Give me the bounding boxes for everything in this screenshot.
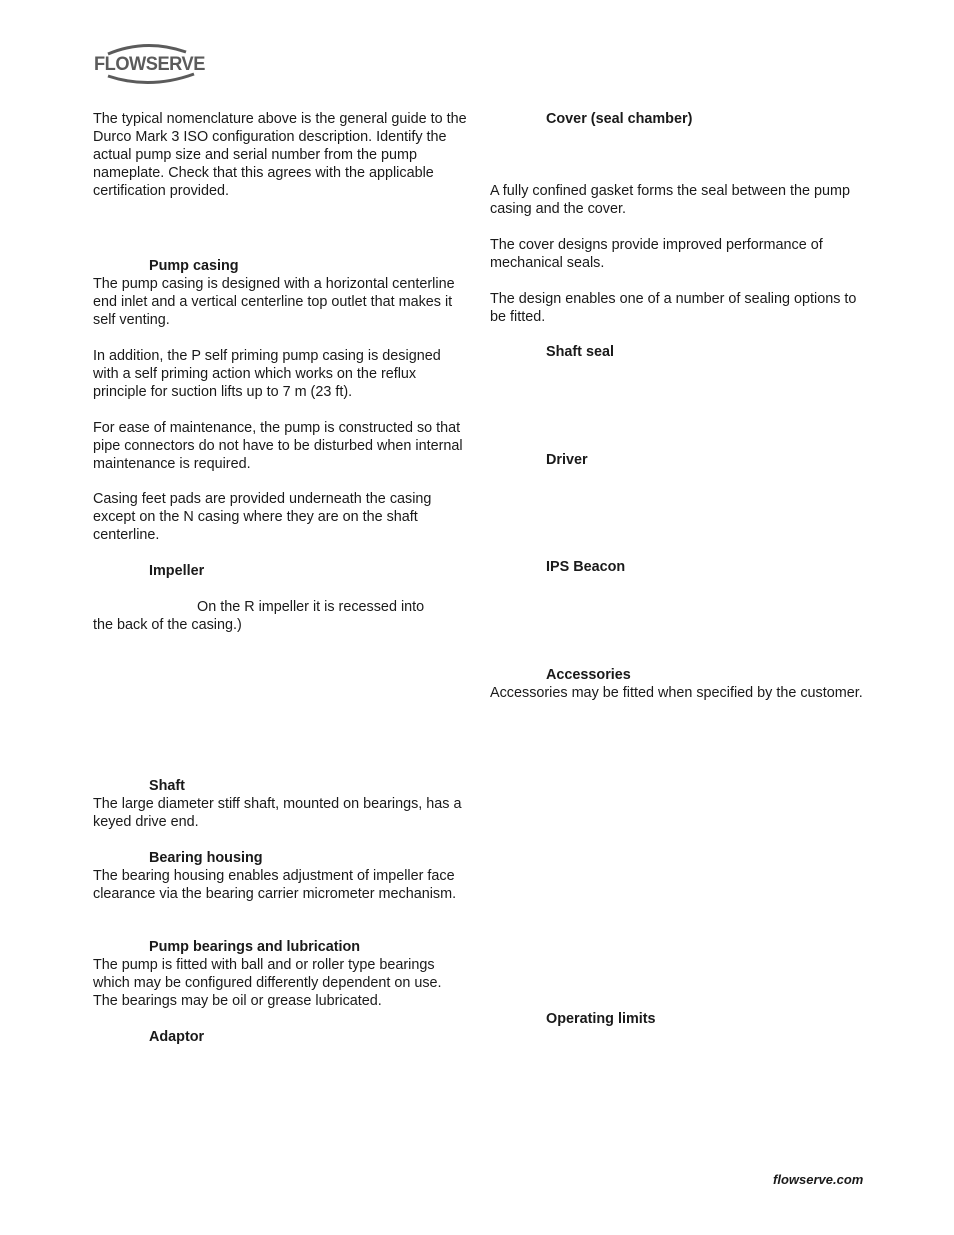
shaft-heading: Shaft bbox=[149, 778, 185, 794]
bearing-housing-heading: Bearing housing bbox=[149, 850, 263, 866]
intro-paragraph: The typical nomenclature above is the general guide to the Durco Mark 3 ISO configuration description. Identify the actual pump size and serial number from the pump nameplate. Check that this agrees with the applicable certification provided. bbox=[93, 111, 467, 199]
impeller-fragment-1: On the R impeller it is recessed into bbox=[197, 599, 425, 615]
flowserve-logo bbox=[94, 42, 208, 86]
pump-casing-heading: Pump casing bbox=[149, 258, 239, 274]
accessories-paragraph: Accessories may be fitted when specified by the customer. bbox=[490, 685, 863, 701]
bearing-housing-paragraph: The bearing housing enables adjustment of impeller face clearance via the bearing carrier micrometer mechanism. bbox=[93, 868, 457, 902]
adaptor-heading: Adaptor bbox=[149, 1029, 205, 1045]
accessories-heading: Accessories bbox=[546, 667, 631, 683]
pump-casing-paragraph-2: In addition, the P self priming pump casing is designed with a self priming action which works on the reflux principle for suction lifts up to 7 m (23 ft). bbox=[93, 348, 441, 400]
pump-bearings-heading: Pump bearings and lubrication bbox=[149, 939, 361, 955]
impeller-heading: Impeller bbox=[149, 563, 205, 579]
ips-beacon-heading: IPS Beacon bbox=[546, 559, 626, 575]
operating-limits-heading: Operating limits bbox=[546, 1011, 656, 1027]
pump-casing-paragraph-1: The pump casing is designed with a horizontal centerline end inlet and a vertical centerline top outlet that makes it self venting. bbox=[93, 276, 455, 328]
footer-website: flowserve.com bbox=[773, 1172, 864, 1187]
shaft-seal-heading: Shaft seal bbox=[546, 344, 614, 360]
impeller-fragment-2: the back of the casing.) bbox=[93, 617, 242, 633]
cover-paragraph-3: The design enables one of a number of sealing options to be fitted. bbox=[490, 291, 857, 325]
driver-heading: Driver bbox=[546, 452, 588, 468]
cover-paragraph-2: The cover designs provide improved performance of mechanical seals. bbox=[490, 237, 823, 271]
cover-paragraph-1: A fully confined gasket forms the seal between the pump casing and the cover. bbox=[490, 183, 850, 217]
pump-casing-paragraph-3: For ease of maintenance, the pump is constructed so that pipe connectors do not have to be disturbed when internal maintenance is required. bbox=[93, 420, 463, 472]
cover-heading: Cover (seal chamber) bbox=[546, 111, 693, 127]
logo-text: FLOWSERVE bbox=[94, 54, 205, 75]
pump-bearings-paragraph: The pump is fitted with ball and or roller type bearings which may be configured differently dependent on use. The bearings may be oil or grease lubricated. bbox=[93, 957, 442, 1009]
shaft-paragraph: The large diameter stiff shaft, mounted on bearings, has a keyed drive end. bbox=[93, 796, 462, 830]
pump-casing-paragraph-4: Casing feet pads are provided underneath the casing except on the N casing where they are on the shaft centerline. bbox=[93, 491, 432, 543]
